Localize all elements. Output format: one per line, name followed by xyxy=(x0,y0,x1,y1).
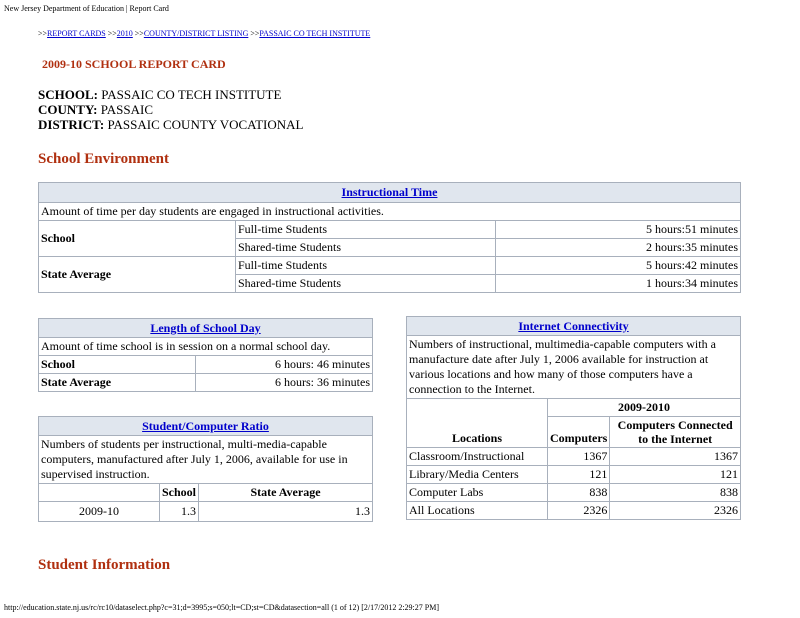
internet-col-connected: Computers Connected to the Internet xyxy=(610,417,741,448)
internet-computers: 121 xyxy=(548,466,610,484)
length-day-header xyxy=(39,319,373,338)
district-label: DISTRICT: xyxy=(38,117,105,132)
length-day-state-value: 6 hours: 36 minutes xyxy=(196,374,373,392)
instructional-time-table xyxy=(38,182,741,293)
ratio-col-school: School xyxy=(160,484,199,502)
internet-computers: 1367 xyxy=(548,448,610,466)
ratio-school-value: 1.3 xyxy=(160,502,199,522)
it-type: Full-time Students xyxy=(236,257,496,275)
internet-connected: 1367 xyxy=(610,448,741,466)
internet-location: Computer Labs xyxy=(407,484,548,502)
it-group-school: School xyxy=(39,221,236,257)
internet-col-computers: Computers xyxy=(548,417,610,448)
internet-computers: 838 xyxy=(548,484,610,502)
breadcrumb-school[interactable]: PASSAIC CO TECH INSTITUTE xyxy=(259,29,371,38)
instructional-time-desc: Amount of time per day students are engaged in instructional activities. xyxy=(39,203,741,221)
county-value: PASSAIC xyxy=(100,102,154,117)
internet-year: 2009-2010 xyxy=(548,399,741,417)
internet-connected: 121 xyxy=(610,466,741,484)
internet-location: Classroom/Instructional xyxy=(407,448,548,466)
breadcrumb-sep: >> xyxy=(38,29,48,38)
internet-computers: 2326 xyxy=(548,502,610,520)
breadcrumb-sep: >> xyxy=(107,29,117,38)
it-value: 1 hours:34 minutes xyxy=(496,275,741,293)
school-label: SCHOOL: xyxy=(38,87,98,102)
ratio-blank-header xyxy=(39,484,160,502)
window-title: New Jersey Department of Education | Report Card xyxy=(4,4,169,13)
internet-connectivity-table xyxy=(406,316,741,520)
student-computer-ratio-table xyxy=(38,416,373,522)
length-of-school-day-table xyxy=(38,318,373,392)
ratio-col-state: State Average xyxy=(199,484,373,502)
section-school-environment: School Environment xyxy=(38,151,169,167)
it-type: Full-time Students xyxy=(236,221,496,239)
length-day-desc: Amount of time school is in session on a normal school day. xyxy=(39,338,373,356)
internet-connected: 2326 xyxy=(610,502,741,520)
instructional-time-header xyxy=(39,183,741,203)
breadcrumb-report-cards[interactable]: REPORT CARDS xyxy=(47,29,106,38)
footer-url: http://education.state.nj.us/rc/rc10/dataselect.php?c=31;d=3995;s=050;lt=CD;st=CD&datasection=all (1 of 12) [2/17/2012 2:29:27 PM] xyxy=(4,603,439,612)
breadcrumb-2010[interactable]: 2010 xyxy=(116,29,133,38)
county-label: COUNTY: xyxy=(38,102,98,117)
section-student-information: Student Information xyxy=(38,557,171,573)
length-of-school-day-link[interactable]: Length of School Day xyxy=(150,320,261,335)
length-day-school-value: 6 hours: 46 minutes xyxy=(196,356,373,374)
internet-location: Library/Media Centers xyxy=(407,466,548,484)
internet-desc: Numbers of instructional, multimedia-capable computers with a manufacture date after July 1, 2006 available for instruction at various locations and how many of those computers have a connection to the Internet. xyxy=(407,336,741,399)
report-title: 2009-10 SCHOOL REPORT CARD xyxy=(42,57,226,71)
internet-connected: 838 xyxy=(610,484,741,502)
internet-connectivity-link[interactable]: Internet Connectivity xyxy=(518,318,629,333)
breadcrumb-sep: >> xyxy=(134,29,144,38)
it-group-state: State Average xyxy=(39,257,236,293)
student-computer-ratio-link[interactable]: Student/Computer Ratio xyxy=(142,418,269,433)
school-value: PASSAIC CO TECH INSTITUTE xyxy=(101,87,282,102)
it-value: 5 hours:42 minutes xyxy=(496,257,741,275)
length-day-state-label: State Average xyxy=(39,374,196,392)
ratio-desc: Numbers of students per instructional, multi-media-capable computers, manufactured after July 1, 2006, available for use in supervised instruction. xyxy=(39,436,373,484)
it-type: Shared-time Students xyxy=(236,275,496,293)
breadcrumb xyxy=(38,29,370,38)
length-day-school-label: School xyxy=(39,356,196,374)
internet-col-locations: Locations xyxy=(407,399,548,448)
district-value: PASSAIC COUNTY VOCATIONAL xyxy=(107,117,304,132)
instructional-time-link[interactable]: Instructional Time xyxy=(341,185,438,199)
ratio-year: 2009-10 xyxy=(39,502,160,522)
breadcrumb-sep: >> xyxy=(250,29,260,38)
it-value: 5 hours:51 minutes xyxy=(496,221,741,239)
breadcrumb-county-district-listing[interactable]: COUNTY/DISTRICT LISTING xyxy=(143,29,249,38)
internet-header xyxy=(407,317,741,336)
school-info xyxy=(38,87,303,132)
ratio-state-value: 1.3 xyxy=(199,502,373,522)
internet-location: All Locations xyxy=(407,502,548,520)
it-type: Shared-time Students xyxy=(236,239,496,257)
it-value: 2 hours:35 minutes xyxy=(496,239,741,257)
ratio-header xyxy=(39,417,373,436)
